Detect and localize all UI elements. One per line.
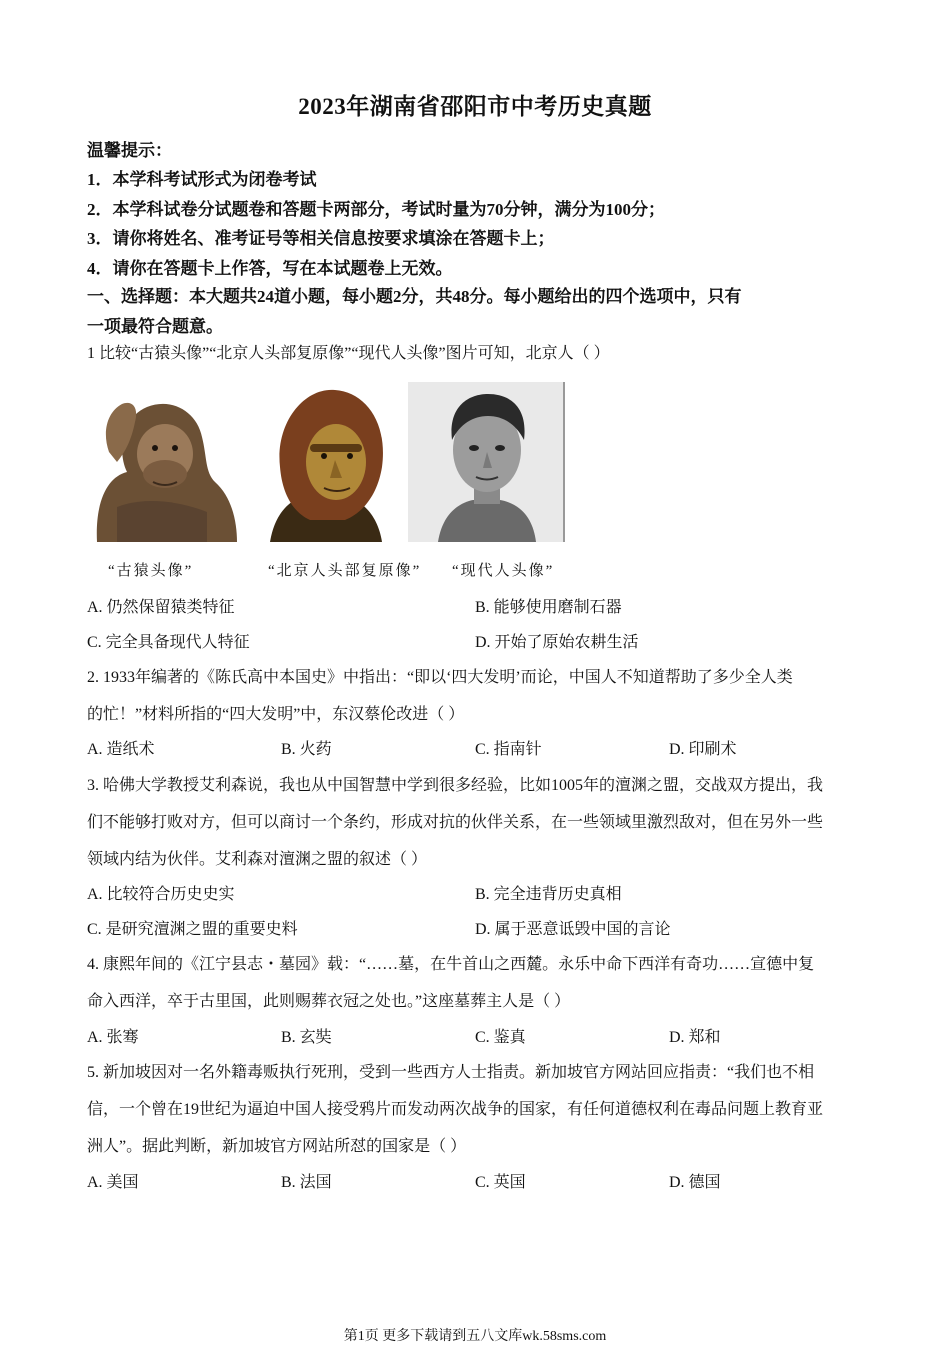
option-c: C. 鉴真	[475, 1029, 526, 1046]
notice-item: 2．本学科试卷分试题卷和答题卡两部分，考试时量为70分钟，满分为100分；	[87, 200, 665, 219]
ape-head-image	[87, 382, 239, 542]
option-b: B. 法国	[281, 1174, 332, 1191]
page-footer: 第1页 更多下载请到五八文库wk.58sms.com	[343, 1329, 607, 1344]
option-b: B. 能够使用磨制石器	[475, 599, 622, 616]
question-4-text: 4. 康熙年间的《江宁县志・墓园》载：“……墓，在牛首山之西麓。永乐中命下西洋有奇功……宣德中复	[87, 956, 815, 973]
image-caption: “北京人头部复原像”	[268, 563, 422, 579]
option-a: A. 美国	[87, 1174, 139, 1191]
modern-human-image	[408, 382, 565, 542]
question-5-text: 洲人”。据此判断，新加坡官方网站所怼的国家是（ ）	[87, 1138, 467, 1155]
section-heading: 一、选择题：本大题共24道小题，每小题2分，共48分。每小题给出的四个选项中，只有	[87, 287, 742, 306]
option-a: A. 张骞	[87, 1029, 139, 1046]
option-d: D. 印刷术	[669, 741, 737, 758]
option-d: D. 德国	[669, 1174, 721, 1191]
page-title: 2023年湖南省邵阳市中考历史真题	[298, 94, 652, 119]
question-3-text: 3. 哈佛大学教授艾利森说，我也从中国智慧中学到很多经验，比如1005年的澶渊之盟，交战双方提出，我	[87, 777, 824, 794]
notice-heading: 温馨提示：	[87, 141, 172, 160]
option-a: A. 造纸术	[87, 741, 155, 758]
notice-item: 1．本学科考试形式为闭卷考试	[87, 170, 317, 189]
question-3-text: 领域内结为伙伴。艾利森对澶渊之盟的叙述（ ）	[87, 851, 428, 868]
option-d: D. 开始了原始农耕生活	[475, 634, 639, 651]
image-caption: “古猿头像”	[108, 563, 194, 579]
question-5-text: 5. 新加坡因对一名外籍毒贩执行死刑，受到一些西方人士指责。新加坡官方网站回应指责：“我们也不相	[87, 1064, 815, 1081]
option-d: D. 郑和	[669, 1029, 721, 1046]
option-d: D. 属于恶意诋毁中国的言论	[475, 921, 671, 938]
notice-item: 3．请你将姓名、准考证号等相关信息按要求填涂在答题卡上；	[87, 229, 555, 248]
section-heading-cont: 一项最符合题意。	[87, 317, 223, 336]
question-3-text: 们不能够打败对方，但可以商讨一个条约，形成对抗的伙伴关系，在一些领域里激烈敌对，但在另外一些	[87, 814, 824, 831]
question-2-text: 2. 1933年编著的《陈氏高中本国史》中指出：“即以‘四大发明’而论，中国人不知道帮助了多少全人类	[87, 669, 793, 686]
option-b: B. 火药	[281, 741, 332, 758]
option-c: C. 指南针	[475, 741, 542, 758]
option-b: B. 完全违背历史真相	[475, 886, 622, 903]
option-c: C. 英国	[475, 1174, 526, 1191]
notice-item: 4．请你在答题卡上作答，写在本试题卷上无效。	[87, 259, 453, 278]
option-c: C. 是研究澶渊之盟的重要史料	[87, 921, 298, 938]
option-b: B. 玄奘	[281, 1029, 332, 1046]
peking-man-image	[250, 382, 398, 542]
question-2-text: 的忙！”材料所指的“四大发明”中，东汉蔡伦改进（ ）	[87, 706, 465, 723]
image-caption: “现代人头像”	[452, 563, 555, 579]
question-5-text: 信，一个曾在19世纪为逼迫中国人接受鸦片而发动两次战争的国家，有任何道德权利在毒品问题上教育亚	[87, 1101, 824, 1118]
option-a: A. 比较符合历史史实	[87, 886, 235, 903]
question-1-text: 1 比较“古猿头像”“北京人头部复原像”“现代人头像”图片可知，北京人（ ）	[87, 345, 610, 362]
option-a: A. 仍然保留猿类特征	[87, 599, 235, 616]
question-4-text: 命入西洋，卒于古里国，此则赐葬衣冠之处也。”这座墓葬主人是（ ）	[87, 993, 571, 1010]
option-c: C. 完全具备现代人特征	[87, 634, 250, 651]
